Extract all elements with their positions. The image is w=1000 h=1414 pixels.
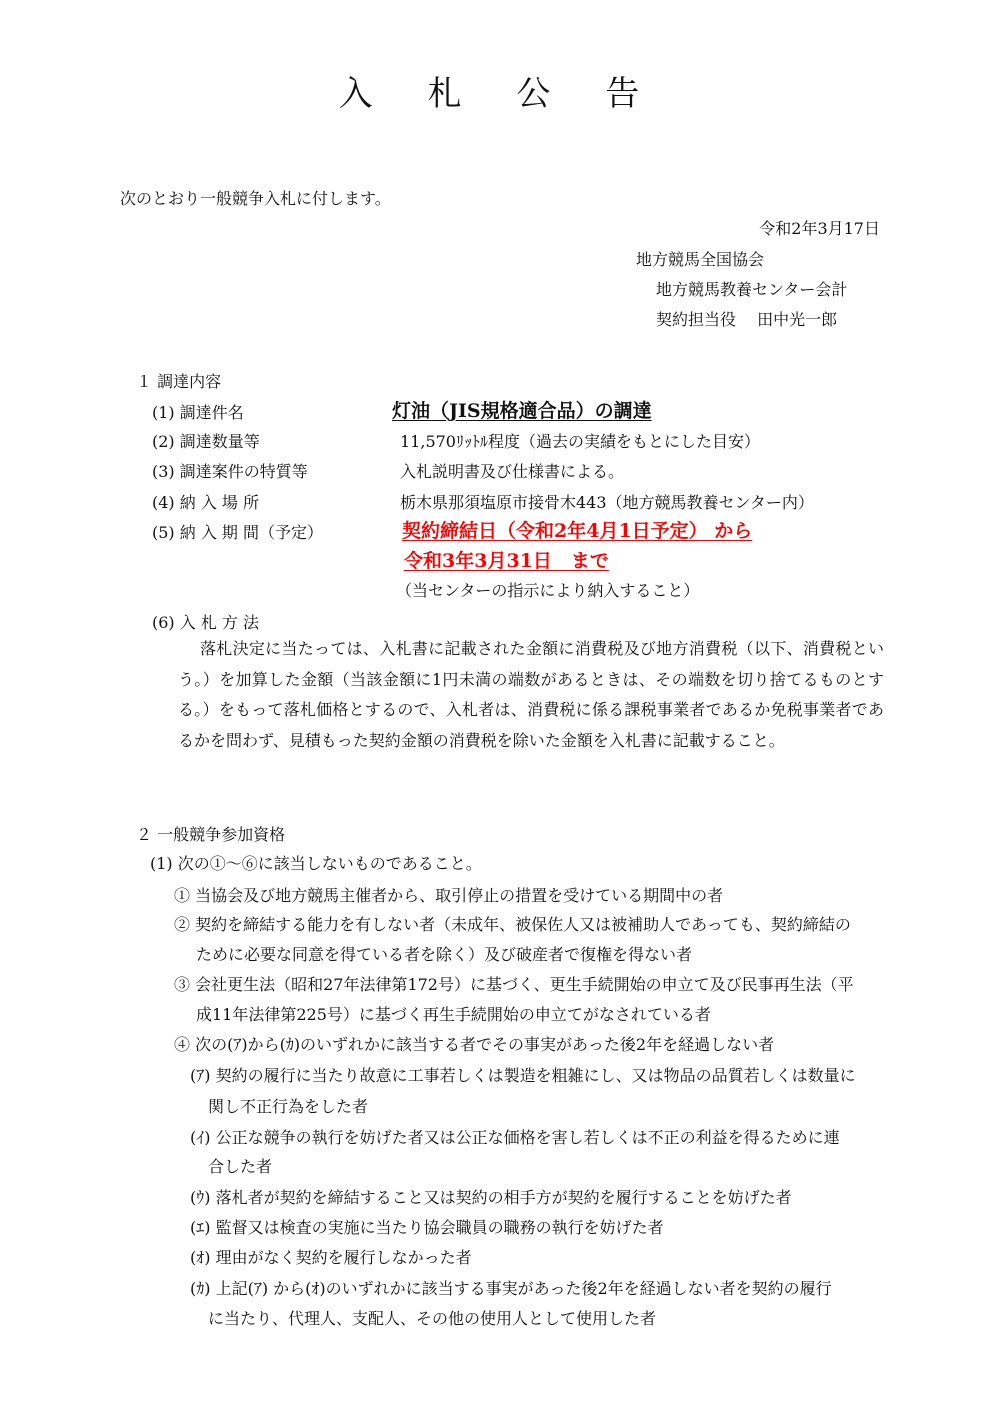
period-start: 契約締結日（令和2年4月1日予定） から — [402, 520, 753, 542]
section1-heading: １ 調達内容 — [136, 372, 222, 391]
period-note: （当センターの指示により納入すること） — [396, 581, 700, 600]
qual-item: ① 当協会及び地方競馬主催者から、取引停止の措置を受けている期間中の者 — [174, 886, 724, 905]
item2-label: (2) 調達数量等 — [152, 432, 260, 451]
method-paragraph: 落札決定に当たっては、入札書に記載された金額に消費税及び地方消費税（以下、消費税という。）を加算した金額（当該金額に1円未満の端数があるときは、その端数を切り捨てるものとする。）をもって落札価格とするので、入札者は、消費税に係る課税事業者であるか免税事業者であるかを問わず、見積もった契約金額の消費税を除いた金額を入札書に記載すること。 — [178, 639, 884, 750]
qual-subitem: (ｶ) 上記(ｱ) から(ｵ)のいずれかに該当する事実があった後2年を経過しない者を契約の履行 — [190, 1279, 832, 1298]
qual-subitem-cont: 合した者 — [208, 1157, 273, 1176]
qual-item: ③ 会社更生法（昭和27年法律第172号）に基づく、更生手続開始の申立て及び民事再生法（平 — [174, 975, 854, 994]
item2-value: 11,570ﾘｯﾄﾙ程度（過去の実績をもとにした目安） — [400, 432, 760, 451]
notice-date: 令和2年3月17日 — [759, 219, 880, 238]
item4-value: 栃木県那須塩原市接骨木443（地方競馬教養センター内） — [400, 493, 814, 512]
qual-item-cont: 成11年法律第225号）に基づく再生手続開始の申立てがなされている者 — [196, 1005, 711, 1024]
issuer-officer: 契約担当役 田中光一郎 — [656, 310, 838, 329]
issuer-org: 地方競馬全国協会 — [636, 250, 765, 269]
qual-subitem: (ｵ) 理由がなく契約を履行しなかった者 — [190, 1248, 472, 1267]
sec2-sub1: (1) 次の①～⑥に該当しないものであること。 — [150, 854, 482, 873]
item1-label: (1) 調達件名 — [152, 403, 244, 422]
qual-subitem-cont: に当たり、代理人、支配人、その他の使用人として使用した者 — [208, 1309, 657, 1328]
qual-subitem: (ｱ) 契約の履行に当たり故意に工事若しくは製造を粗雑にし、又は物品の品質若しくは数量に — [190, 1066, 856, 1085]
item5-label: (5) 納 入 期 間（予定） — [152, 523, 324, 542]
qual-item: ④ 次の(ｱ)から(ｶ)のいずれかに該当する者でその事実があった後2年を経過しない者 — [174, 1035, 775, 1054]
qual-subitem: (ｲ) 公正な競争の執行を妨げた者又は公正な価格を害し若しくは不正の利益を得るために連 — [190, 1128, 840, 1147]
issuer-dept: 地方競馬教養センター会計 — [656, 280, 848, 299]
intro-text: 次のとおり一般競争入札に付します。 — [120, 189, 391, 208]
item6-label: (6) 入 札 方 法 — [152, 613, 260, 632]
qual-subitem-cont: 関し不正行為をした者 — [208, 1097, 369, 1116]
item3-label: (3) 調達案件の特質等 — [152, 462, 308, 481]
section2-heading: ２ 一般競争参加資格 — [136, 825, 286, 844]
item1-value: 灯油（JIS規格適合品）の調達 — [392, 400, 652, 422]
item4-label: (4) 納 入 場 所 — [152, 493, 260, 512]
qual-item: ② 契約を締結する能力を有しない者（未成年、被保佐人又は被補助人であっても、契約締結の — [174, 915, 851, 934]
item3-value: 入札説明書及び仕様書による。 — [400, 462, 625, 481]
period-end: 令和3年3月31日 まで — [404, 550, 609, 572]
page-title: 入 札 公 告 — [338, 74, 662, 114]
qual-subitem: (ｴ) 監督又は検査の実施に当たり協会職員の職務の執行を妨げた者 — [190, 1218, 664, 1237]
qual-subitem: (ｳ) 落札者が契約を締結すること又は契約の相手方が契約を履行することを妨げた者 — [190, 1188, 792, 1207]
qual-item-cont: ために必要な同意を得ている者を除く）及び破産者で復権を得ない者 — [196, 945, 693, 964]
